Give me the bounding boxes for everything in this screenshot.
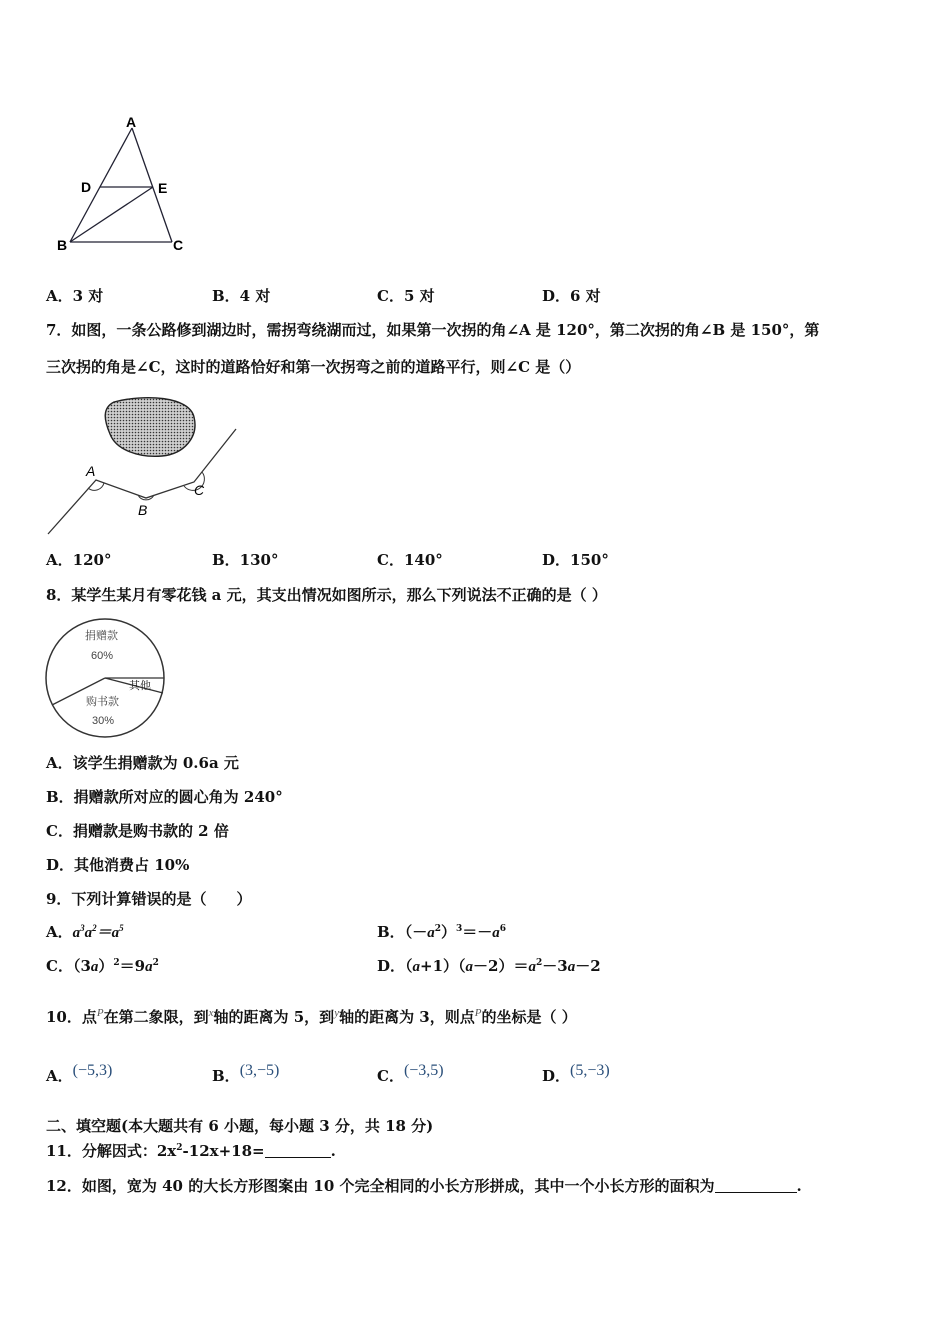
q10-stem-part3: 轴的距离为 5，到 — [213, 1008, 335, 1026]
q12-answer-blank[interactable] — [715, 1177, 797, 1193]
q10-var-x: x — [208, 1007, 214, 1019]
q10-option-d-label: D． — [542, 1067, 571, 1085]
q8-option-b: B．捐赠款所对应的圆心角为 240° — [46, 788, 283, 806]
pie-label-other: 其他 — [129, 680, 151, 692]
lake-shape — [105, 398, 195, 457]
q11-answer-blank[interactable] — [265, 1142, 331, 1158]
q7-option-d: D．150° — [542, 551, 609, 569]
pie-label-books-pct: 30% — [92, 715, 115, 727]
q9-option-c — [46, 956, 159, 977]
q10-option-b-value: (3,−5) — [239, 1062, 280, 1079]
q6-option-c: C．5 对 — [377, 287, 435, 305]
q8-option-a: A．该学生捐赠款为 0.6a 元 — [46, 754, 239, 772]
q10-stem — [46, 1003, 577, 1027]
q7-option-c: C．140° — [377, 551, 443, 569]
q11-stem — [46, 1141, 336, 1161]
q7-option-b: B．130° — [212, 551, 279, 569]
label-b: B — [138, 502, 148, 518]
q11-prefix: 11．分解因式：2x — [46, 1142, 177, 1160]
label-e: E — [158, 180, 168, 196]
q9-option-d-label: D． — [377, 957, 406, 975]
q10-var-p-2: P — [474, 1007, 482, 1019]
pie-label-donation: 捐赠款 — [85, 630, 118, 642]
q12-end: . — [796, 1177, 802, 1195]
q11-end: . — [330, 1142, 336, 1160]
label-c: C — [194, 482, 205, 498]
label-b: B — [57, 237, 68, 253]
q9-option-b-formula: $(-a^2)^3=-a^6$ — [404, 923, 507, 941]
q9-option-b-label: B． — [377, 923, 405, 941]
q9-option-c-label: C． — [46, 957, 73, 975]
q10-option-d-value: (5,−3) — [570, 1062, 610, 1079]
label-a: A — [86, 463, 96, 479]
q10-stem-part1: 10．点 — [46, 1008, 97, 1026]
q7-stem-line2: 三次拐的角是∠C，这时的道路恰好和第一次拐弯之前的道路平行，则∠C 是（） — [46, 358, 581, 376]
q9-option-b — [377, 922, 506, 943]
q10-stem-part2: 在第二象限，到 — [103, 1008, 209, 1026]
q10-option-a — [46, 1060, 112, 1086]
q10-option-b-label: B． — [212, 1067, 240, 1085]
line-ab — [70, 128, 132, 242]
q10-var-y: y — [334, 1007, 340, 1019]
q12-stem — [46, 1176, 802, 1196]
q9-stem: 9．下列计算错误的是（ ） — [46, 890, 252, 908]
q10-option-c-value: (−3,5) — [403, 1062, 444, 1079]
label-a: A — [126, 114, 137, 130]
q7-stem-line1: 7．如图，一条公路修到湖边时，需拐弯绕湖而过，如果第一次拐的角∠A 是 120°，第二次拐的角∠B 是 150°，第 — [46, 321, 820, 339]
pie-label-donation-pct: 60% — [91, 650, 114, 662]
q10-stem-part5: 的坐标是（ ） — [481, 1008, 577, 1026]
triangle-figure — [50, 112, 200, 262]
q9-option-d-formula: $(a+1)(a-2)=a^2-3a-2$ — [405, 957, 601, 975]
q10-stem-part4: 轴的距离为 3，则点 — [339, 1008, 475, 1026]
q6-option-d: D．6 对 — [542, 287, 601, 305]
line-be — [70, 187, 153, 242]
q6-option-a: A．3 对 — [46, 287, 104, 305]
q8-option-c: C．捐赠款是购书款的 2 倍 — [46, 822, 229, 840]
q11-rest: -12x+18= — [182, 1142, 265, 1160]
label-d: D — [81, 179, 92, 195]
q10-option-a-label: A． — [46, 1067, 73, 1085]
q10-option-d — [542, 1060, 610, 1086]
q10-var-p: P — [96, 1007, 104, 1019]
q8-stem: 8．某学生某月有零花钱 a 元，其支出情况如图所示，那么下列说法不正确的是（ ） — [46, 586, 607, 604]
q10-option-a-value: (−5,3) — [72, 1062, 113, 1079]
q9-option-c-formula: $(3a)^2=9a^2$ — [72, 957, 159, 975]
q9-option-d — [377, 956, 601, 977]
q7-option-a: A．120° — [46, 551, 112, 569]
section2-title: 二、填空题(本大题共有 6 小题，每小题 3 分，共 18 分) — [46, 1117, 434, 1135]
q10-option-c-label: C． — [377, 1067, 404, 1085]
lake-road-figure — [44, 392, 244, 542]
q11-exponent: 2 — [176, 1143, 183, 1153]
q10-option-c — [377, 1060, 444, 1086]
q10-option-b — [212, 1060, 279, 1086]
pie-label-books: 购书款 — [86, 696, 119, 708]
q12-text: 12．如图，宽为 40 的大长方形图案由 10 个完全相同的小长方形拼成，其中一个小长方形的面积为 — [46, 1177, 715, 1195]
q8-option-d: D．其他消费占 10% — [46, 856, 190, 874]
q9-option-a — [46, 922, 124, 943]
label-c: C — [173, 237, 184, 253]
pie-chart — [42, 616, 168, 740]
q9-option-a-formula: $a^3a^2=a^5$ — [72, 923, 124, 941]
q9-option-a-label: A． — [46, 923, 73, 941]
q6-option-b: B．4 对 — [212, 287, 271, 305]
